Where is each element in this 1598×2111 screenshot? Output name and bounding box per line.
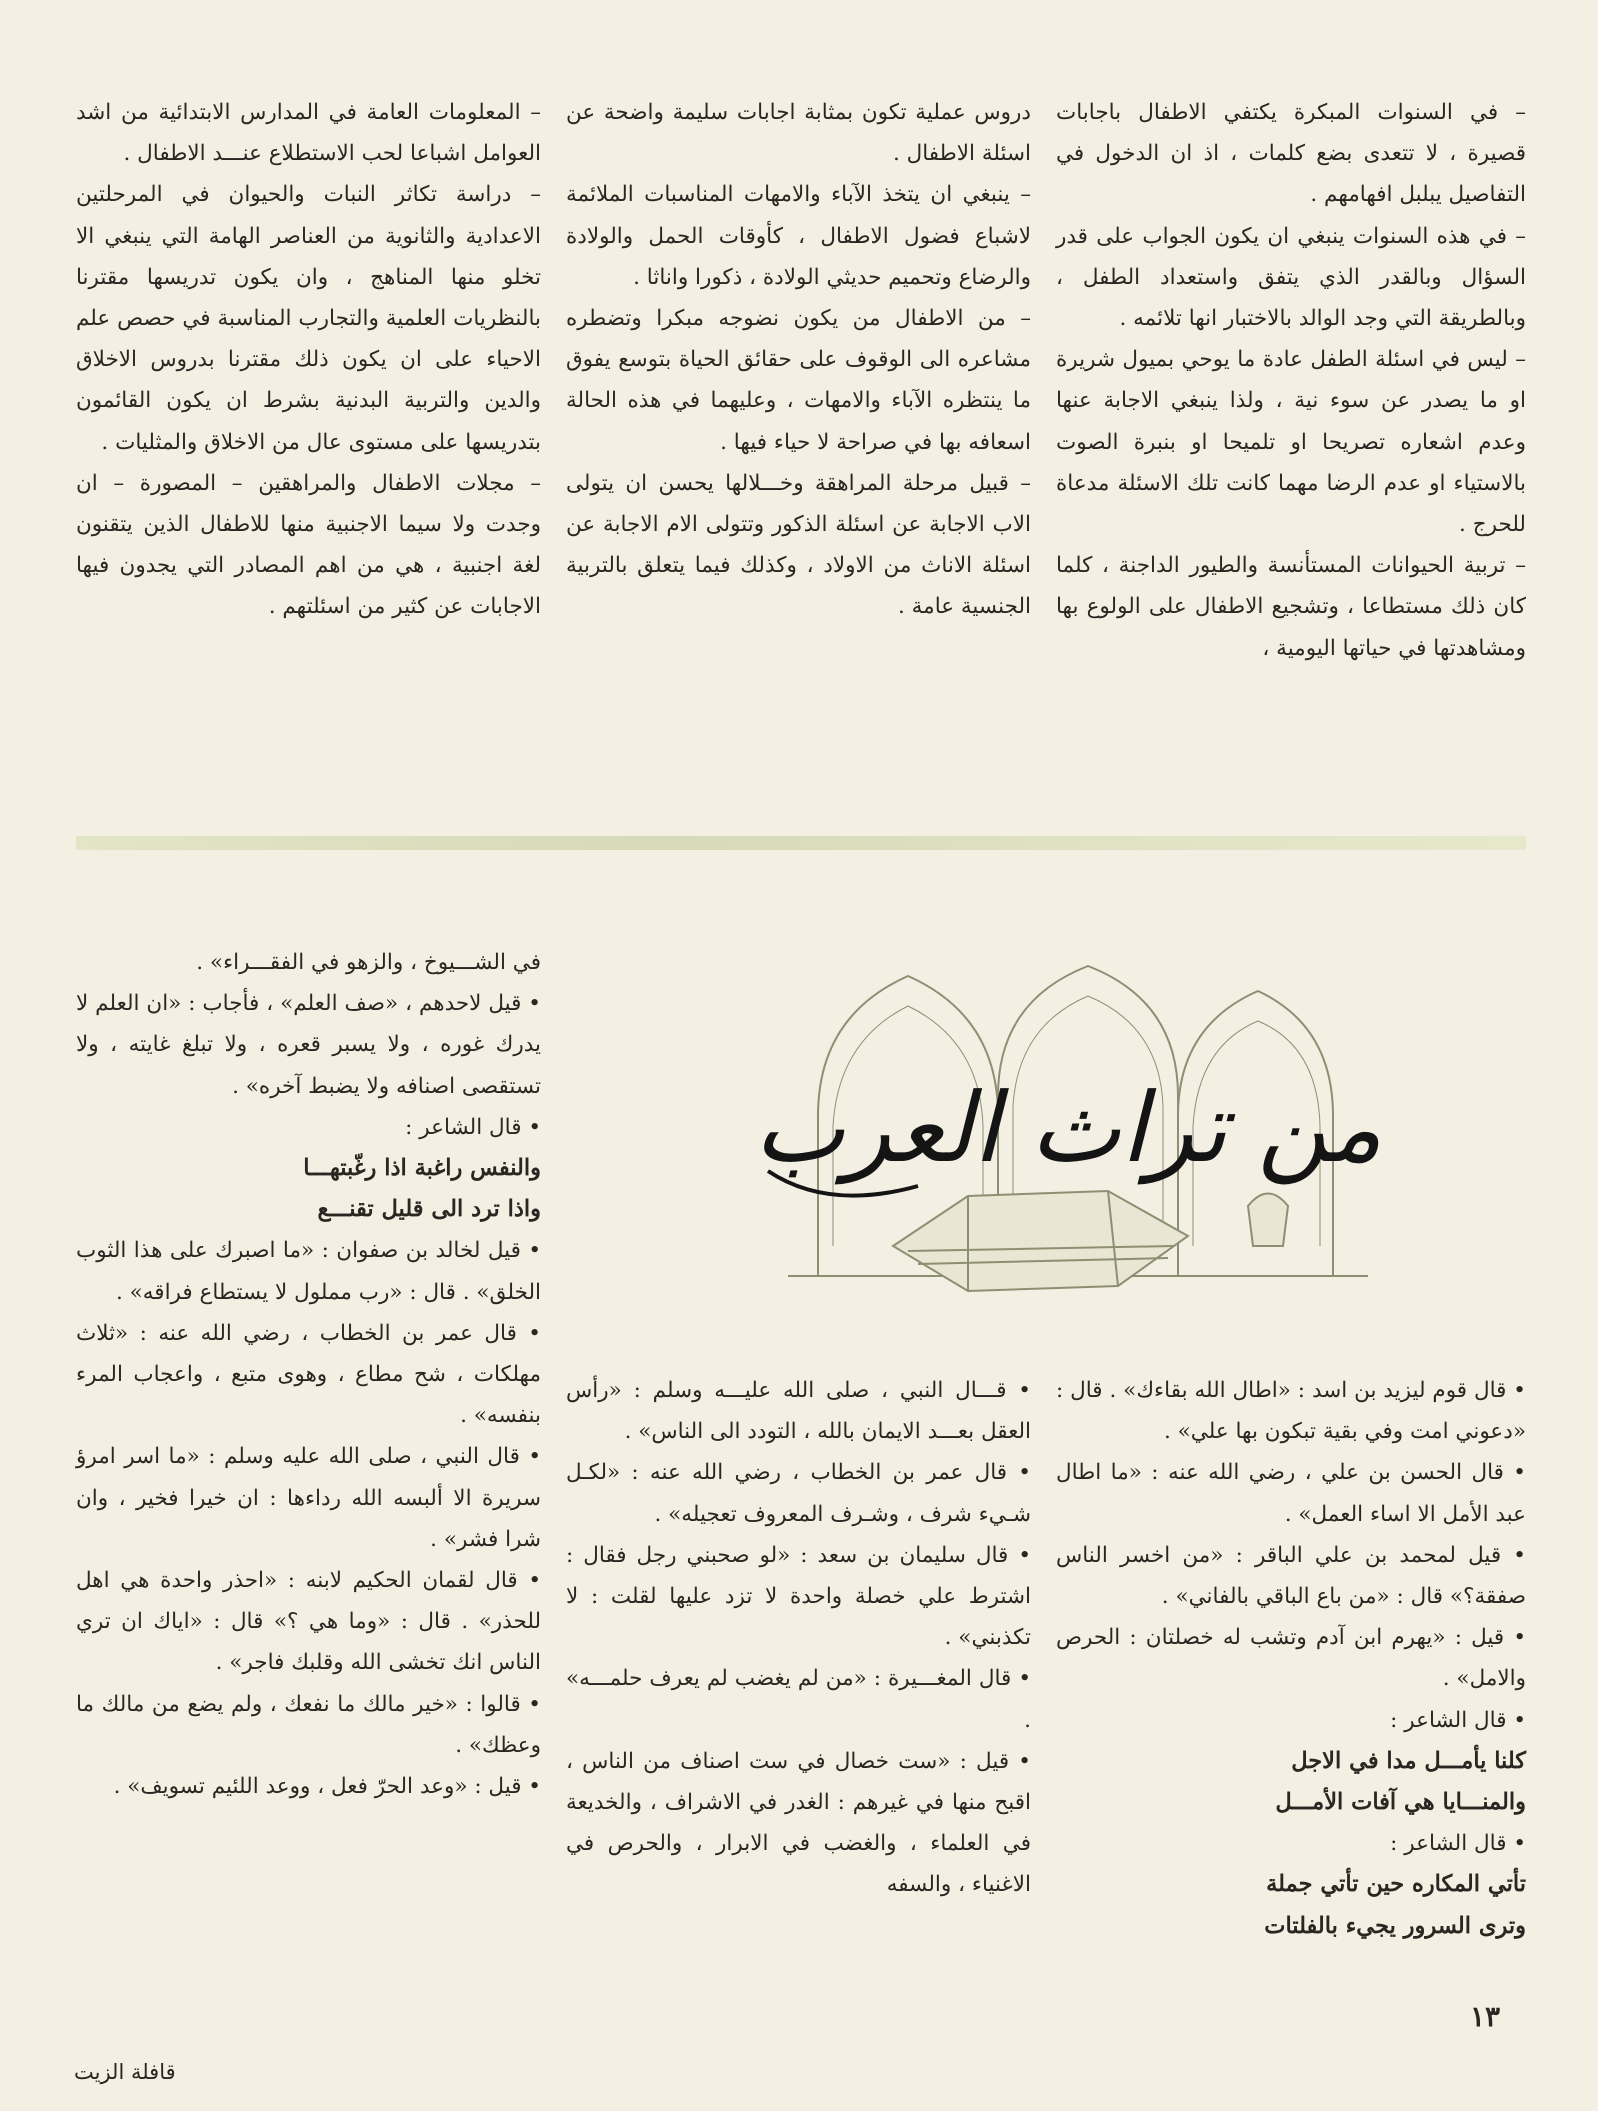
paragraph: – قبيل مرحلة المراهقة وخـــلالها يحسن ان يتولى الاب الاجابة عن اسئلة الذكور وتتولى الام الاجابة عن اسئلة الاناث من الاولاد ، وكذلك فيما يتعلق بالتربية الجنسية عامة . <box>566 470 1031 620</box>
quote-item: • قال الحسن بن علي ، رضي الله عنه : «ما اطال عبد الأمل الا اساء العمل» . <box>1056 1460 1526 1527</box>
paragraph: – تربية الحيوانات المستأنسة والطيور الداجنة ، كلما كان ذلك مستطاعا ، وتشجيع الاطفال على الولوع بها ومشاهدتها في حياتها اليومية ، <box>1056 553 1526 661</box>
paragraph: – من الاطفال من يكون نضوجه مبكرا وتضطره مشاعره الى الوقوف على حقائق الحياة بتوسع يفوق ما ينتظره الآباء والامهات ، وعليهما في هذه الحالة اسعافه بها في صراحة لا حياء فيها . <box>566 306 1031 455</box>
section-header-illustration <box>668 946 1428 1296</box>
quote-item: • قيل : «وعد الحرّ فعل ، ووعد اللئيم تسويف» . <box>113 1774 541 1800</box>
quote-item: • قال قوم ليزيد بن اسد : «اطال الله بقاءك» . قال : «دعوني امت وفي بقية تبكون بها علي» . <box>1056 1378 1526 1445</box>
publication-name: قافلة الزيت <box>74 2060 176 2084</box>
column-bottom-middle <box>566 1370 1031 1906</box>
quote-item: • قال لقمان الحكيم لابنه : «احذر واحدة هي اهل للحذر» . قال : «وما هي ؟» قال : «اياك ان تري الناس انك تخشى الله وقلبك فاجر» . <box>76 1568 541 1676</box>
quote-item: في الشـــيوخ ، والزهو في الفقـــراء» . <box>196 950 541 975</box>
paragraph: – ليس في اسئلة الطفل عادة ما يوحي بميول شريرة او ما يصدر عن سوء نية ، ولذا ينبغي الاجابة عنها وعدم اشعاره تصريحا او تلميحا او بنبرة الصوت بالاستياء او عدم الرضا مهما كانت تلك الاسئلة مدعاة للحرج . <box>1056 347 1526 538</box>
quote-item: • قيل : «ست خصال في ست اصناف من الناس ، اقبح منها في غيرهم : الغدر في الاشراف ، والخديعة في العلماء ، والغضب في الابرار ، والحرص في الاغنياء ، والسفه <box>566 1748 1031 1898</box>
verse-line: واذا ترد الى قليل تقنـــع <box>317 1196 541 1223</box>
paragraph: – المعلومات العامة في المدارس الابتدائية من اشد العوامل اشباعا لحب الاستطلاع عنـــد الاطفال . <box>76 100 541 167</box>
column-bottom-right <box>1056 1370 1526 1947</box>
quote-item: • قال الشاعر : <box>1390 1831 1526 1857</box>
quote-item: • قال المغـــيرة : «من لم يغضب لم يعرف حلمـــه» . <box>566 1666 1031 1733</box>
column-top-left <box>76 92 541 628</box>
section-title: من تراث العرب <box>754 1072 1382 1184</box>
column-top-right <box>1056 92 1526 669</box>
verse-line: والنفس راغبة اذا رغّبتهـــا <box>303 1155 541 1182</box>
verse-line: وترى السرور يجيء بالفلتات <box>1264 1912 1526 1939</box>
paragraph: دروس عملية تكون بمثابة اجابات سليمة واضحة عن اسئلة الاطفال . <box>566 100 1031 167</box>
arches-books-icon <box>668 946 1428 1296</box>
paragraph: – في هذه السنوات ينبغي ان يكون الجواب على قدر السؤال وبالقدر الذي يتفق واستعداد الطفل ، وبالطريقة التي وجد الوالد بالاختبار انها تلائمه . <box>1056 223 1526 332</box>
quote-item: • قيل لمحمد بن علي الباقر : «من اخسر الناس صفقة؟» قال : «من باع الباقي بالفاني» . <box>1056 1542 1526 1610</box>
quote-item: • قيل لاحدهم ، «صف العلم» ، فأجاب : «ان العلم لا يدرك غوره ، ولا يسبر قعره ، ولا تبلغ غايته ، ولا تستقصى اصنافه ولا يضبط آخره» . <box>76 991 541 1099</box>
quote-item: • قال النبي ، صلى الله عليه وسلم : «ما اسر امرؤ سريرة الا ألبسه الله رداءها : ان خيرا فخير ، وان شرا فشر» . <box>76 1444 541 1552</box>
quote-item: • قيل لخالد بن صفوان : «ما اصبرك على هذا الثوب الخلق» . قال : «رب مملول لا يستطاع فراقه» . <box>76 1238 541 1305</box>
quote-item: • قـــال النبي ، صلى الله عليـــه وسلم : «رأس العقل بعـــد الايمان بالله ، التودد الى الناس» . <box>566 1378 1031 1445</box>
column-top-middle <box>566 92 1031 628</box>
column-bottom-left <box>76 942 541 1807</box>
paragraph: – مجلات الاطفال والمراهقين – المصورة – ان وجدت ولا سيما الاجنبية منها للاطفال الذين يتقنون لغة اجنبية ، هي من اهم المصادر التي يجدون فيها الاجابات عن كثير من اسئلتهم . <box>76 470 541 620</box>
paragraph: – في السنوات المبكرة يكتفي الاطفال باجابات قصيرة ، لا تتعدى بضع كلمات ، اذ ان الدخول في التفاصيل يبلبل افهامهم . <box>1056 100 1526 208</box>
verse-line: والمنـــايا هي آفات الأمـــل <box>1275 1789 1526 1816</box>
paragraph: – ينبغي ان يتخذ الآباء والامهات المناسبات الملائمة لاشباع فضول الاطفال ، كأوقات الحمل والولادة والرضاع وتحميم حديثي الولادة ، ذكورا واناثا . <box>566 182 1031 290</box>
quote-item: • قال الشاعر : <box>405 1114 541 1140</box>
verse-line: كلنا يأمـــل مدا في الاجل <box>1291 1747 1526 1774</box>
paragraph: – دراسة تكاثر النبات والحيوان في المرحلتين الاعدادية والثانوية من العناصر الهامة التي ينبغي الا تخلو منها المناهج ، وان يكون تدريسها مقترنا بالنظريات العلمية والتجارب المناسبة في حصص علم الاحياء على ان يكون ذلك مقترنا بدروس الاخلاق والدين والتربية البدنية بشرط ان يكون القائمون بتدريسها على مستوى عال من الاخلاق والمثليات . <box>76 182 541 455</box>
quote-item: • قالوا : «خير مالك ما نفعك ، ولم يضع من مالك ما وعظك» . <box>76 1691 541 1758</box>
quote-item: • قال الشاعر : <box>1390 1707 1526 1733</box>
quote-item: • قال عمر بن الخطاب ، رضي الله عنه : «ثلاث مهلكات ، شح مطاع ، وهوى متبع ، واعجاب المرء بنفسه» . <box>76 1320 541 1429</box>
section-divider-band <box>76 836 1526 850</box>
quote-item: • قال سليمان بن سعد : «لو صحبني رجل فقال : اشترط علي خصلة واحدة لا تزد عليها لقلت : لا تكذبني» . <box>566 1542 1031 1651</box>
page-number: ١٣ <box>1470 2000 1501 2033</box>
quote-item: • قال عمر بن الخطاب ، رضي الله عنه : «لكـل شـيء شرف ، وشـرف المعروف تعجيله» . <box>566 1460 1031 1527</box>
quote-item: • قيل : «يهرم ابن آدم وتشب له خصلتان : الحرص والامل» . <box>1056 1625 1526 1692</box>
verse-line: تأتي المكاره حين تأتي جملة <box>1266 1871 1526 1898</box>
